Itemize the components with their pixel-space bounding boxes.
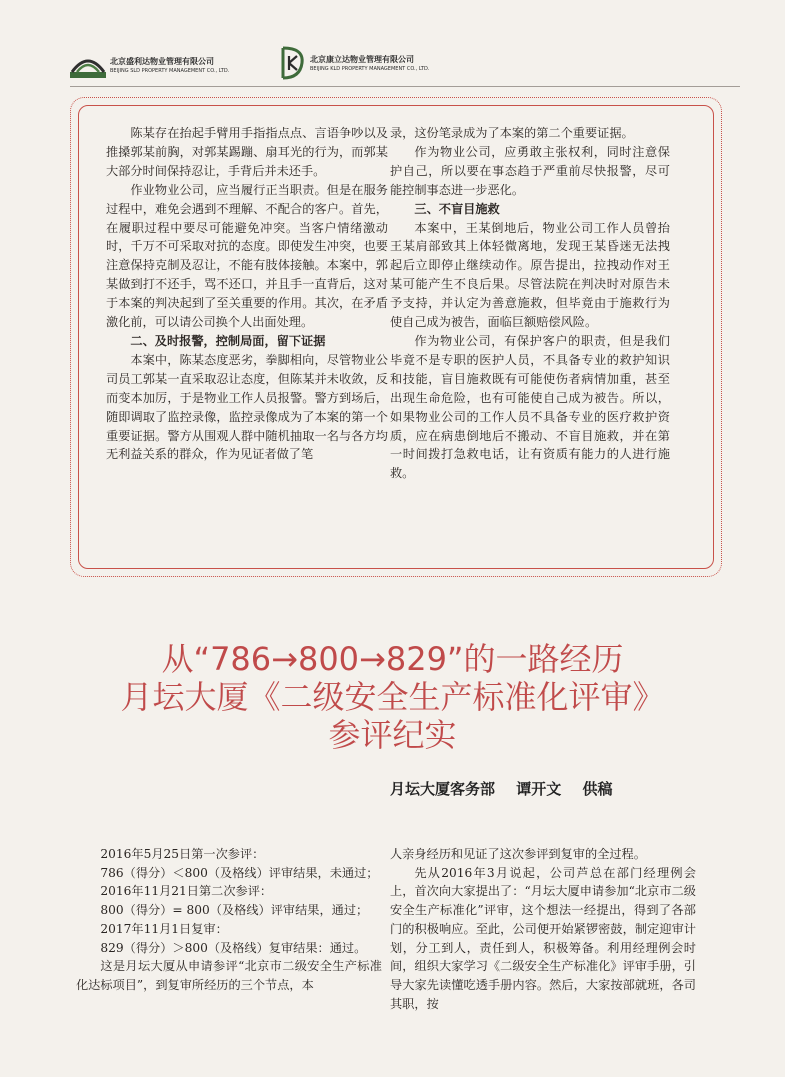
paragraph: 786（得分）＜800（及格线）评审结果，未通过； bbox=[100, 865, 379, 880]
logo1-en: BEIJING SLD PROPERTY MANAGEMENT CO., LTD. bbox=[110, 68, 230, 74]
byline-note: 供稿 bbox=[582, 780, 613, 798]
paragraph: 2016年5月25日第一次参评： bbox=[100, 847, 265, 861]
case-box-right-column bbox=[390, 124, 670, 483]
paragraph: 2016年11月21日第二次参评： bbox=[100, 884, 273, 899]
paragraph: 这是月坛大厦从申请参评“北京市二级安全生产标准化达标项目”，到复审所经历的三个节点，本 bbox=[76, 959, 382, 992]
page-header bbox=[70, 44, 730, 84]
byline-author: 谭开文 bbox=[516, 780, 562, 798]
paragraph: 800（得分）= 800（及格线）评审结果，通过； bbox=[100, 903, 369, 918]
article-title-line-2: 月坛大厦《二级安全生产标准化评审》 bbox=[120, 678, 665, 716]
article-title-line-3: 参评纪实 bbox=[328, 716, 457, 754]
paragraph: 本案中，王某倒地后，物业公司工作人员曾抬王某肩部致其上体轻微离地，发现王某昏迷无法拽起后立即停止继续动作。原告提出，拉拽动作对王某可能产生不良后果。尽管法院在判决时对原告未予支持，并认定为善意施救，但毕竟由于施救行为使自己成为被告，面临巨额赔偿风险。 bbox=[390, 220, 670, 330]
article-byline bbox=[390, 778, 629, 799]
paragraph: 作为物业公司，有保护客户的职责，但是我们毕竟不是专职的医护人员，不具备专业的救护知识和技能，盲目施救既有可能使伤者病情加重，甚至出现生命危险，也有可能使自己成为被告。所以，如果物业公司的工作人员不具备专业的医疗救护资质，应在病患倒地后不搬动、不盲目施救，并在第一时间拨打急救电话，让有资质有能力的人进行施救。 bbox=[390, 333, 670, 481]
logo2-en: BEIJING KLD PROPERTY MANAGEMENT CO., LTD. bbox=[310, 66, 430, 72]
building-logo-icon bbox=[70, 54, 106, 78]
paragraph: 先从2016年3月说起，公司芦总在部门经理例会上，首次向大家提出了：“月坛大厦申请参加“北京市二级安全生产标准化”评审，这个想法一经提出，得到了各部门的积极响应。至此，公司便开始紧锣密鼓，制定迎审计划，分工到人，责任到人，积极筹备。利用经理例会时间，组织大家学习《二级安全生产标准化》评审手册，引导大家先读懂吃透手册内容。然后，大家按部就班，各司其职，按 bbox=[390, 865, 696, 1011]
article-title-line-1: 从“786→800→829”的一路经历 bbox=[161, 640, 624, 678]
paragraph: 陈某存在抬起手臂用手指指点点、言语争吵以及推搡郭某前胸，对郭某踢蹦、扇耳光的行为，而郭某大部分时间保持忍让，手背后并未还手。 bbox=[106, 126, 388, 178]
article-left-column bbox=[76, 845, 382, 995]
paragraph: 本案中，陈某态度恶劣，拳脚相向，尽管物业公司员工郭某一直采取忍让态度，但陈某并未收敛，反而变本加厉，于是物业工作人员报警。警方到场后，随即调取了监控录像，监控录像成为了本案的第一个重要证据。警方从围观人群中随机抽取一名与各方均无利益关系的群众，作为见证者做了笔 bbox=[106, 352, 388, 462]
paragraph: 人亲身经历和见证了这次参评到复审的全过程。 bbox=[390, 847, 646, 861]
byline-dept: 月坛大厦客务部 bbox=[390, 780, 496, 798]
paragraph: 作为物业公司，应勇敢主张权利，同时注意保护自己，所以要在事态趋于严重前尽快报警，尽可能控制事态进一步恶化。 bbox=[390, 144, 670, 197]
section-heading: 二、及时报警，控制局面，留下证据 bbox=[130, 333, 326, 348]
logo1-cn: 北京盛利达物业管理有限公司 bbox=[110, 57, 214, 66]
case-box-left-column bbox=[106, 124, 388, 464]
section-heading: 三、不盲目施救 bbox=[414, 201, 500, 216]
article-right-column bbox=[390, 845, 696, 1013]
kld-monogram-icon bbox=[280, 46, 306, 80]
paragraph: 作业物业公司，应当履行正当职责。但是在服务过程中，难免会遇到不理解、不配合的客户。首先，在履职过程中要尽可能避免冲突。当客户情绪激动时，千万不可采取对抗的态度。即使发生冲突，也要注意保持克制及忍让，不能有肢体接触。本案中，郭某做到打不还手，骂不还口，并且手一直背后，这对于本案的判决起到了至关重要的作用。其次，在矛盾激化前，可以请公司换个人出面处理。 bbox=[106, 182, 388, 330]
paragraph: 829（得分）＞800（及格线）复审结果：通过。 bbox=[100, 940, 367, 955]
header-divider bbox=[70, 86, 740, 87]
paragraph: 2017年11月1日复审： bbox=[100, 921, 228, 936]
paragraph: 录，这份笔录成为了本案的第二个重要证据。 bbox=[390, 126, 634, 140]
logo2-cn: 北京康立达物业管理有限公司 bbox=[310, 55, 414, 64]
